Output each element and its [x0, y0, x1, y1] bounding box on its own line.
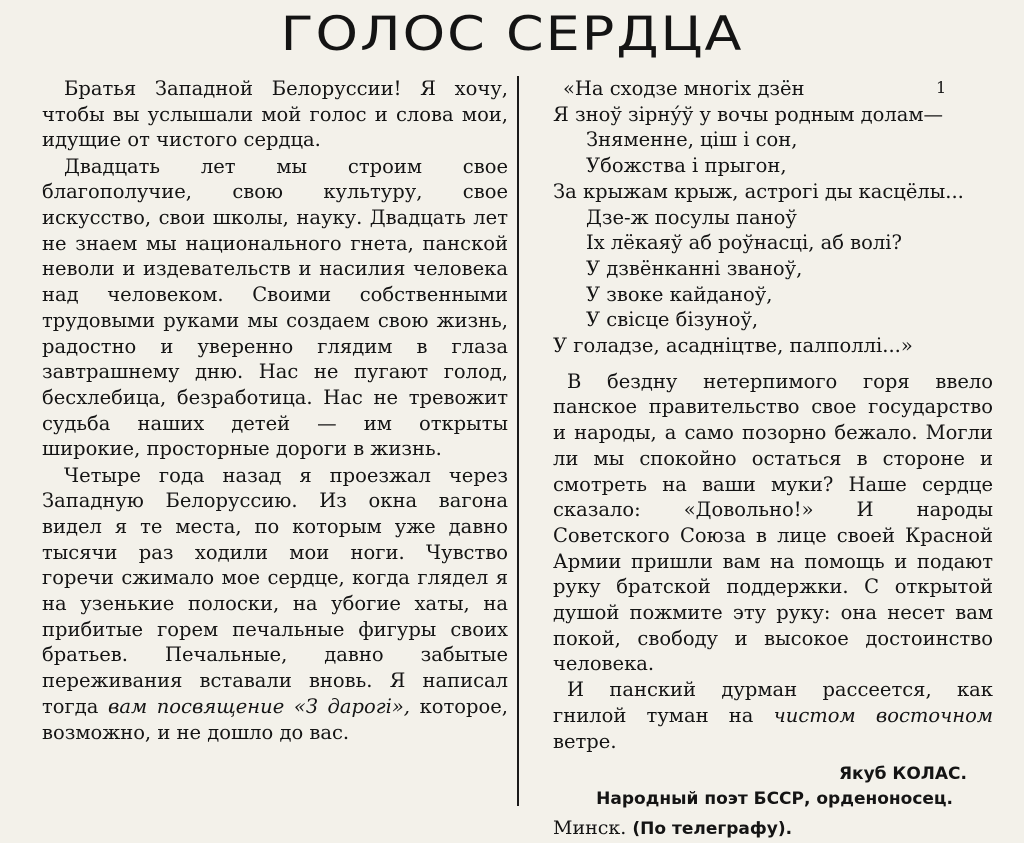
- paragraph-2: Двадцать лет мы строим свое благополучие, свою культуру, свое искусство, свои школы, науку. Двадцать лет не знаем мы национального гнета, панской неволи и издевательств и насилия человека над человеком. Своими собственными трудовыми руками мы создаем свою жизнь, радостно и уверенно глядим в глаза завтрашнему дню. Нас не пугают голод, бесхлебица, безработица. Нас не тревожит судьба наших детей — им открыты широкие, просторные дороги в жизнь.: [42, 154, 508, 461]
- paragraph-5-italic: чистом восточном: [773, 703, 993, 727]
- poem-line: За крыжам крыж, астрогі ды касцёлы...: [553, 179, 964, 203]
- poem-line: У свісце бізуноў,: [586, 308, 759, 332]
- poem-line: Убожства і прыгон,: [586, 154, 787, 178]
- headline: ГОЛОС СЕРДЦА: [280, 5, 744, 62]
- author-title: Народный поэт БССР, орденоносец.: [596, 789, 953, 810]
- author-name: Якуб КОЛАС.: [838, 764, 967, 785]
- dateline-city: Минск.: [553, 817, 627, 840]
- poem-quote: [553, 76, 993, 359]
- poem-line: Іх лёкаяў аб роўнасці, аб волі?: [586, 231, 902, 255]
- left-column: [42, 76, 508, 746]
- paragraph-5-end: ветре.: [553, 729, 617, 753]
- paragraph-5: [553, 677, 993, 754]
- paragraph-3-text: Четыре года назад я проезжал через Западную Белоруссию. Из окна вагона видел я те места, по которым уже давно тысячи раз ходили мои ноги. Чувство горечи сжимало мое сердце, когда глядел я на узенькие полоски, на убогие хаты, на прибитые горем печальные фигуры своих братьев. Печальные, давно забытые переживания вставали вновь. Я написал тогда: [42, 463, 508, 718]
- poem-mark: 1: [936, 78, 947, 97]
- paragraph-3-tail: которое, возможно, и не дошло до вас.: [42, 694, 508, 744]
- dedication-title: вам посвящение «З дарогі»,: [108, 694, 410, 718]
- poem-line: «На сходзе многіх дзён: [563, 77, 805, 100]
- poem-line: Дзе-ж посулы паноў: [586, 205, 797, 229]
- poem-line: Я зноў зірну́ў у вочы родным долам—: [553, 102, 944, 126]
- dateline: [553, 816, 993, 843]
- column-divider: [517, 76, 519, 806]
- poem-line: У голадзе, асадніцтве, палполлі...»: [553, 334, 913, 358]
- poem-line: У дзвёнканні званоў,: [586, 256, 803, 280]
- dateline-source: (По телеграфу).: [632, 819, 793, 840]
- paragraph-1: Братья Западной Белоруссии! Я хочу, чтобы вы услышали мой голос и слова мои, идущие от чистого сердца.: [42, 77, 508, 152]
- poem-line: У звоке кайданоў,: [586, 282, 773, 306]
- poem-line: Зняменне, ціш і сон,: [586, 128, 798, 152]
- right-column: [553, 76, 993, 843]
- paragraph-4: В бездну нетерпимого горя ввело панское правительство свое государство и народы, а само позорно бежало. Могли ли мы спокойно остаться в стороне и смотреть на ваши муки? Наше сердце сказало: «Довольно!» И народы Советского Союза в лице своей Красной Армии пришли вам на помощь и подают руку братской поддержки. С открытой душой пожмите эту руку: она несет вам покой, свободу и высокое достоинство человека.: [553, 369, 993, 676]
- paragraph-3: [42, 463, 508, 746]
- paragraph-5-start: И панский дурман рассеется, как гнилой туман на: [553, 678, 993, 727]
